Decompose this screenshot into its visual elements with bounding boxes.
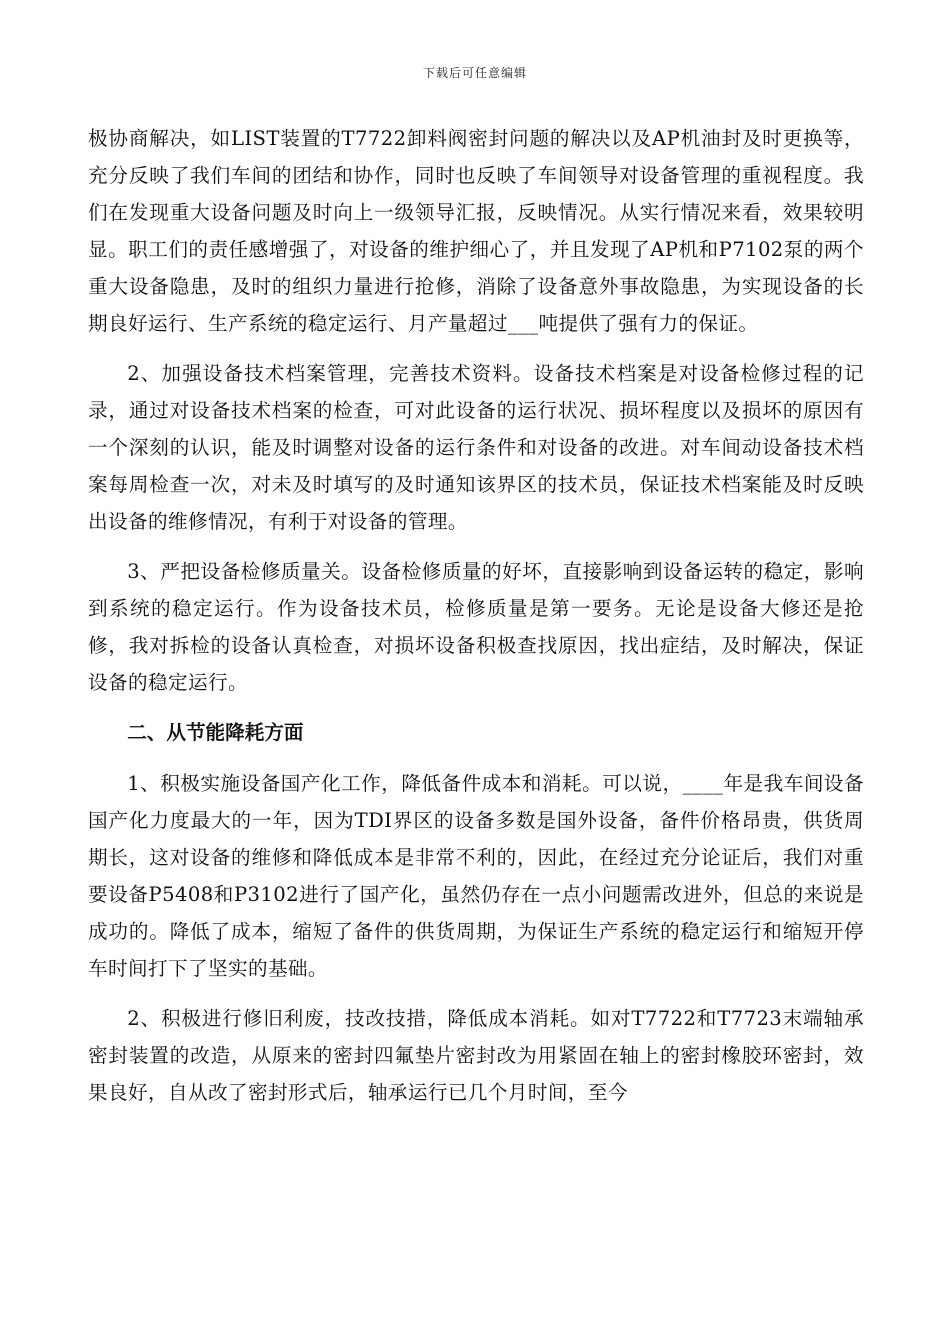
paragraph-continuation: 极协商解决，如LIST装置的T7722卸料阀密封问题的解决以及AP机油封及时更换等，充分反映了我们车间的团结和协作，同时也反映了车间领导对设备管理的重视程度。我们在发现重大设备问题及时向上一级领导汇报，反映情况。从实行情况来看，效果较明显。职工们的责任感增强了，对设备的维护细心了，并且发现了AP机和P7102泵的两个重大设备隐患，及时的组织力量进行抢修，消除了设备意外事故隐患，为实现设备的长期良好运行、生产系统的稳定运行、月产量超过___吨提供了强有力的保证。 (88, 127, 864, 335)
paragraph-repair-reuse: 2、积极进行修旧利废，技改技措，降低成本消耗。如对T7722和T7723末端轴承密封装置的改造，从原来的密封四氟垫片密封改为用紧固在轴上的密封橡胶环密封，效果良好，自从改了密封形式后，轴承运行已几个月时间，至今 (88, 1007, 864, 1104)
header-note: 下载后可任意编辑 (422, 66, 527, 80)
document-body (88, 120, 864, 1124)
paragraph-technical-archives: 2、加强设备技术档案管理，完善技术资料。设备技术档案是对设备检修过程的记录，通过对设备技术档案的检查，可对此设备的运行状况、损坏程度以及损坏的原因有一个深刻的认识，能及时调整对设备的运行条件和对设备的改进。对车间动设备技术档案每周检查一次，对未及时填写的及时通知该界区的技术员，保证技术档案能及时反映出设备的维修情况，有利于对设备的管理。 (88, 362, 864, 533)
paragraph-localization: 1、积极实施设备国产化工作，降低备件成本和消耗。可以说，____年是我车间设备国产化力度最大的一年，因为TDI界区的设备多数是国外设备，备件价格昂贵，供货周期长，这对设备的维修和降低成本是非常不利的，因此，在经过充分论证后，我们对重要设备P5408和P3102进行了国产化，虽然仍存在一点小问题需改进外，但总的来说是成功的。降低了成本，缩短了备件的供货周期，为保证生产系统的稳定运行和缩短开停车时间打下了坚实的基础。 (88, 772, 864, 980)
section-heading-energy-saving: 二、从节能降耗方面 (127, 721, 304, 744)
paragraph-maintenance-quality: 3、严把设备检修质量关。设备检修质量的好坏，直接影响到设备运转的稳定，影响到系统的稳定运行。作为设备技术员，检修质量是第一要务。无论是设备大修还是抢修，我对拆检的设备认真检查，对损坏设备积极查找原因，找出症结，及时解决，保证设备的稳定运行。 (88, 560, 864, 694)
